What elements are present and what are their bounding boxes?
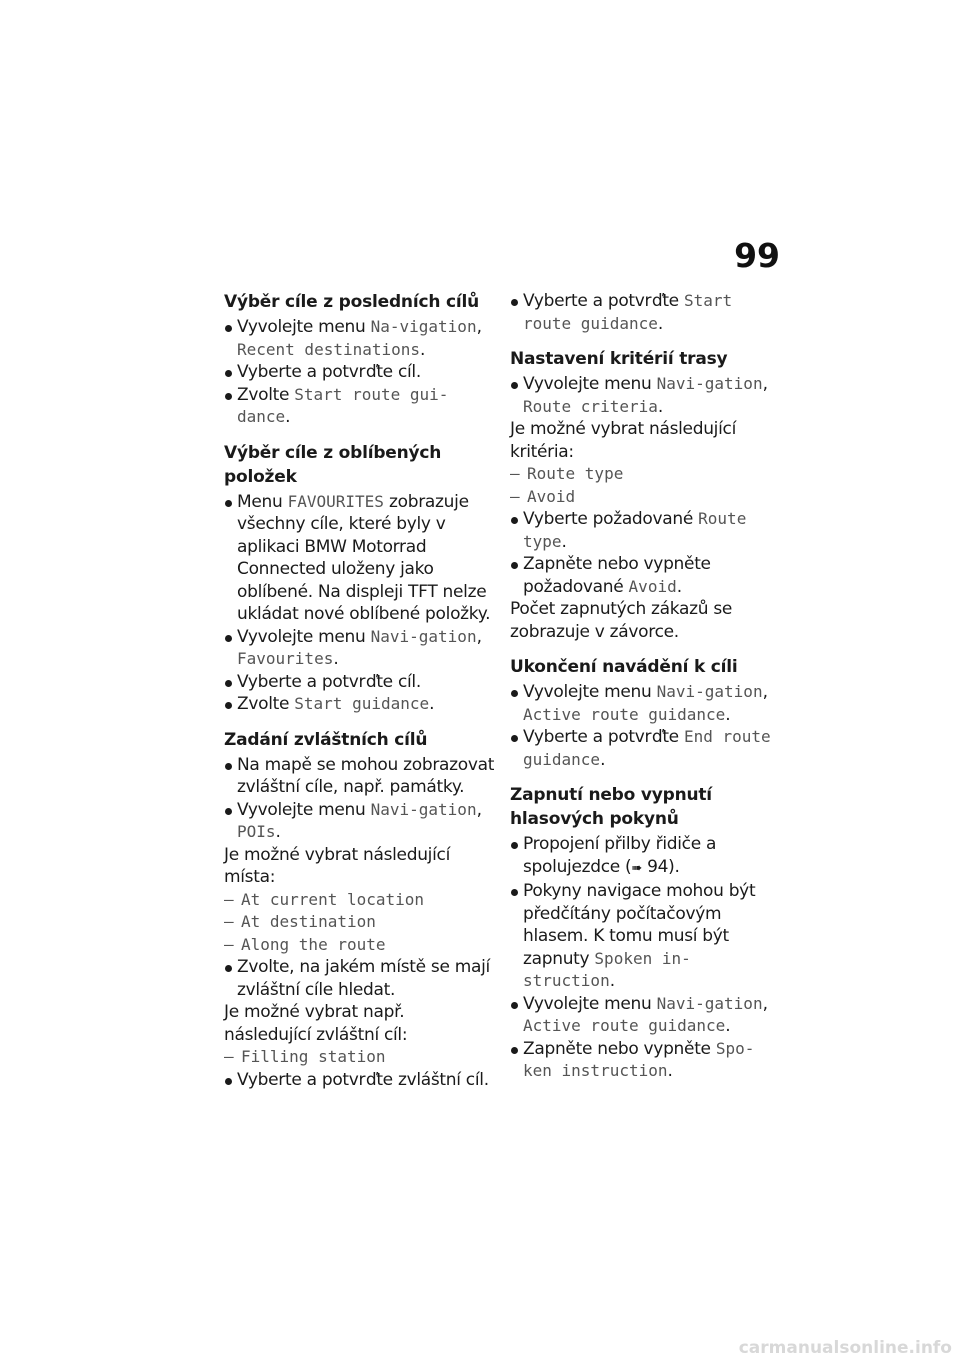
list-item: Vyvolejte menu Navi-gation, Favourites. <box>224 626 496 671</box>
section-heading: Výběr cíle z oblíbených položek <box>224 442 442 487</box>
arrow-icon: ➠ <box>631 860 642 876</box>
list-item: Vyberte a potvrďte zvláštní cíl. <box>224 1069 496 1092</box>
section-heading: Zapnutí nebo vypnutí hlasových pokynů <box>510 785 712 829</box>
list-item: Pokyny navigace mohou být předčítány počítačovým hlasem. K tomu musí být zapnuty Spoken in-struction. <box>510 880 782 993</box>
list-item: Zapněte nebo vypněte požadované Avoid. <box>510 553 782 598</box>
list-item: Vyvolejte menu Navi-gation, Active route guidance. <box>510 993 782 1038</box>
list-item: Na mapě se mohou zobrazovat zvláštní cíle, např. památky. <box>224 754 496 799</box>
list-item: Vyberte a potvrďte cíl. <box>224 361 496 384</box>
list-item: Zvolte Start route gui-dance. <box>224 384 496 429</box>
page-number: 99 <box>734 236 780 275</box>
list-item: Vyvolejte menu Navi-gation, Route criteria. <box>510 373 782 418</box>
right-column <box>510 290 782 1083</box>
dash-item: – Along the route <box>224 934 496 957</box>
list-item: Zvolte, na jakém místě se mají zvláštní cíle hledat. <box>224 956 496 1001</box>
paragraph: Je možné vybrat následující místa: <box>224 844 450 887</box>
left-column <box>224 290 496 1091</box>
list-item: Menu FAVOURITES zobrazuje všechny cíle, které byly v aplikaci BMW Motorrad Connected uloženy jako oblíbené. Na displeji TFT nelze ukládat nové oblíbené položky. <box>224 491 496 626</box>
list-item: Propojení přilby řidiče a spolujezdce (➠ 94). <box>510 833 782 880</box>
list-item: Vyvolejte menu Navi-gation, Active route guidance. <box>510 681 782 726</box>
list-item: Vyvolejte menu Na-vigation, Recent destinations. <box>224 316 496 361</box>
dash-item: – Avoid <box>510 486 782 509</box>
paragraph: Je možné vybrat následující kritéria: <box>510 419 736 462</box>
list-item: Zvolte Start guidance. <box>224 693 496 716</box>
list-item: Vyberte a potvrďte Start route guidance. <box>510 290 782 335</box>
watermark[interactable]: carmanualsonline.info <box>738 1338 952 1358</box>
list-item: Vyberte a potvrďte End route guidance. <box>510 726 782 771</box>
dash-item: – At destination <box>224 911 496 934</box>
list-item: Zapněte nebo vypněte Spo-ken instruction. <box>510 1038 782 1083</box>
list-item: Vyberte požadované Route type. <box>510 508 782 553</box>
dash-item: – At current location <box>224 889 496 912</box>
list-item: Vyvolejte menu Navi-gation, POIs. <box>224 799 496 844</box>
list-item: Vyberte a potvrďte cíl. <box>224 671 496 694</box>
section-heading: Výběr cíle z posledních cílů <box>224 292 479 312</box>
paragraph: Počet zapnutých zákazů se zobrazuje v závorce. <box>510 599 733 642</box>
section-heading: Nastavení kritérií trasy <box>510 349 728 369</box>
dash-item: – Filling station <box>224 1046 496 1069</box>
dash-item: – Route type <box>510 463 782 486</box>
section-heading: Ukončení navádění k cíli <box>510 657 738 677</box>
paragraph: Je možné vybrat např. následující zvláštní cíl: <box>224 1002 408 1045</box>
section-heading: Zadání zvláštních cílů <box>224 729 428 750</box>
